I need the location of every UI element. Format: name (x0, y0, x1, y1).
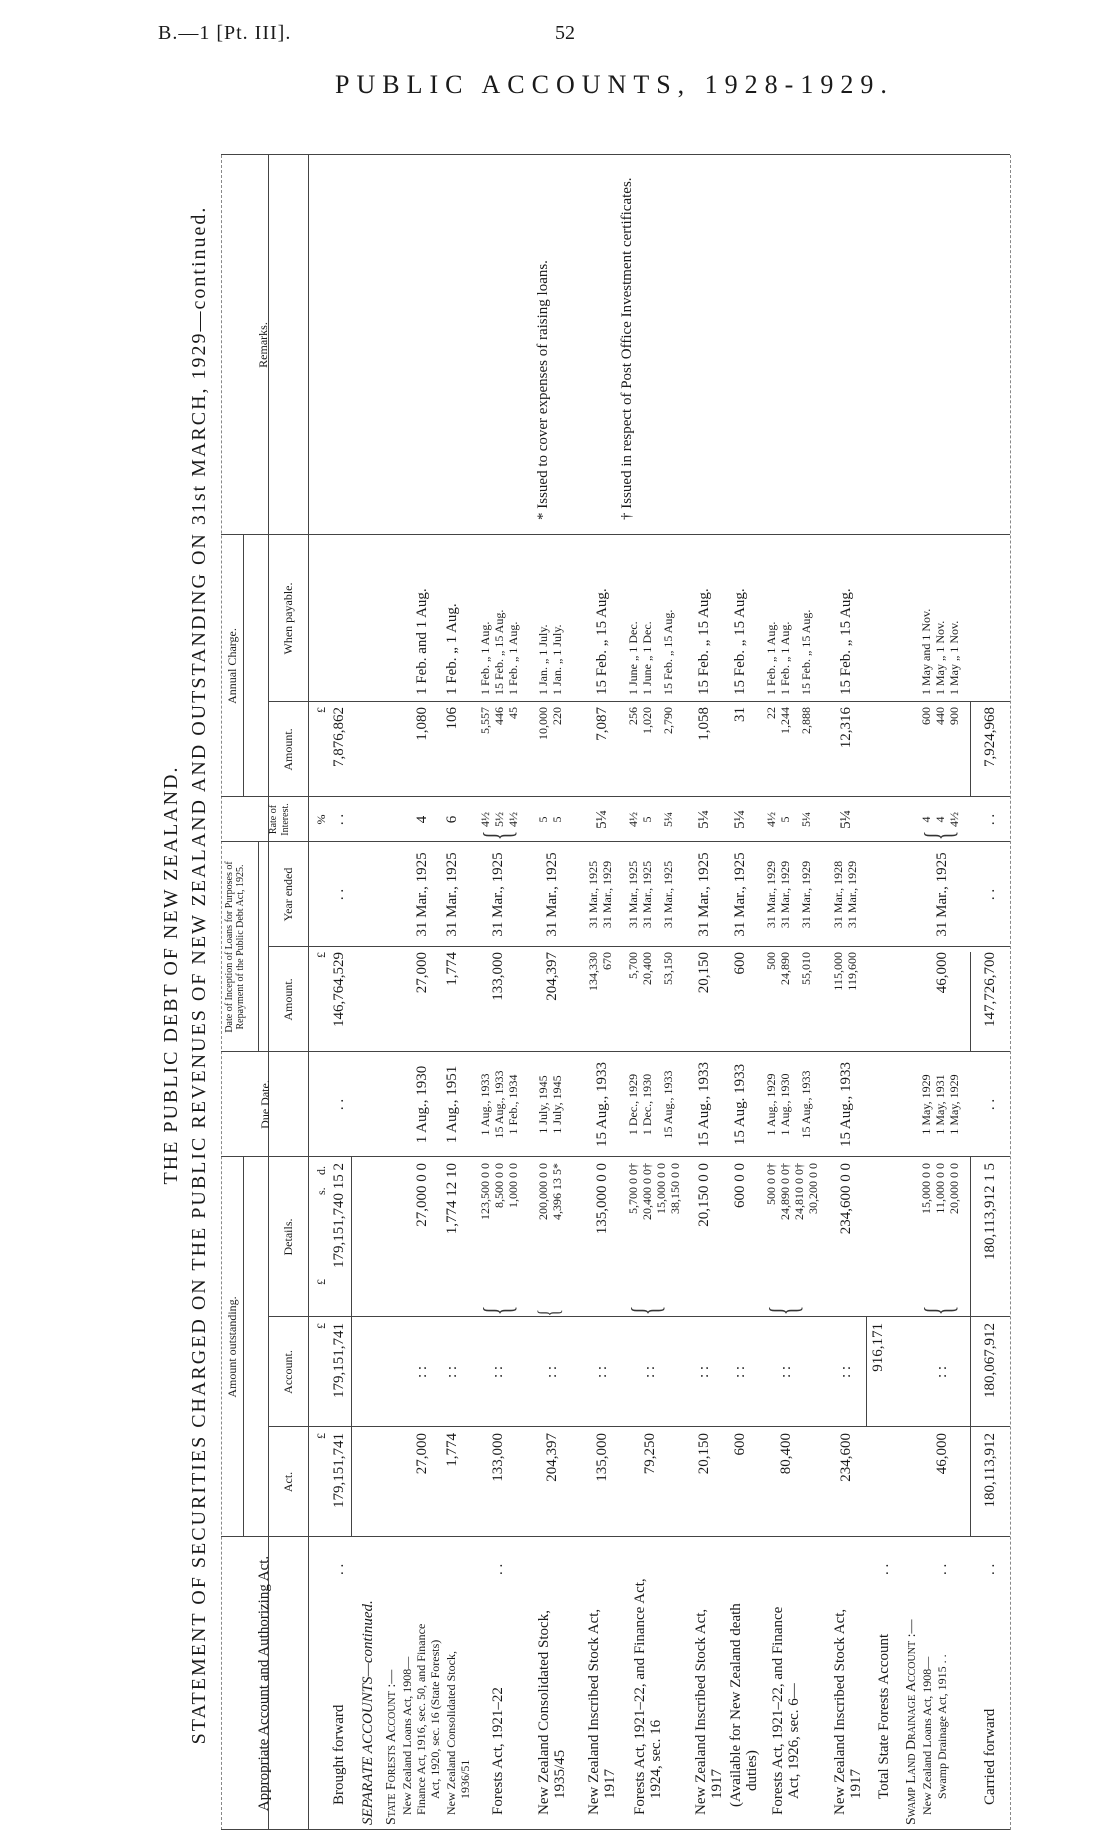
row-label: New Zealand Inscribed Stock Act, (832, 1608, 848, 1815)
page-reference: B.—1 [Pt. III]. (158, 22, 292, 44)
row-label: Forests Act, 1921–22 (490, 1687, 506, 1815)
account-value: 916,171 (870, 1323, 886, 1372)
group-rule-outstanding (243, 1157, 244, 1537)
due-date: 1 May, 1929 (919, 1074, 933, 1135)
due-date: 15 Aug., 1933 (661, 1070, 675, 1139)
annual-amount: 1,080 (414, 707, 430, 741)
col-inception-year: Year ended (281, 867, 295, 922)
inc-year: 31 Mar., 1929 (600, 860, 614, 929)
details-value: 27,000 0 0 (414, 1163, 430, 1227)
when-payable: 1 May and 1 Nov. (919, 608, 933, 695)
act-value: 234,600 (838, 1433, 854, 1482)
inc-amount: 500 (764, 952, 778, 970)
inc-amount: 55,010 (799, 952, 813, 985)
rate: 5 (536, 816, 550, 823)
col-when-payable: When payable. (281, 582, 295, 655)
title-statement: STATEMENT OF SECURITIES CHARGED ON THE PUBLIC REVENUES OF NEW ZEALAND AND OUTSTANDING ON 31st MARCH, 1929—continued. (188, 205, 210, 1745)
annual-amount: 10,000 (536, 707, 550, 740)
row-label: Swamp Drainage Act, 1915 . . (935, 1654, 949, 1799)
annual-amount: 7,087 (594, 707, 610, 741)
inc-amount: 670 (600, 952, 614, 970)
when-payable: 1 May „ 1 Nov. (947, 620, 961, 695)
rate: 5 (550, 816, 564, 823)
rate: . . (331, 813, 347, 826)
brace-mark: { (623, 1305, 668, 1316)
when-payable: 1 June „ 1 Dec. (626, 621, 640, 695)
due-date: 1 May, 1929 (947, 1074, 961, 1135)
inc-amount: 24,890 (778, 952, 792, 985)
carried-rule-ac (970, 702, 971, 797)
details-value: 135,000 0 0 (594, 1163, 610, 1235)
when-payable: 15 Feb. „ 15 Aug. (492, 609, 506, 695)
due-date: 15 Aug., 1933 (696, 1062, 712, 1148)
col-appropriate: Appropriate Account and Authorizing Act. (256, 1555, 272, 1812)
when-payable: 1 Feb. „ 1 Aug. (764, 621, 778, 695)
brace-mark: { (916, 1305, 961, 1316)
col-act: Act. (281, 1471, 295, 1493)
annual-amount: 45 (506, 707, 520, 719)
act-value: 20,150 (696, 1433, 712, 1475)
annual-amount: 7,876,862 (331, 707, 347, 767)
unit-pct: % (314, 814, 328, 825)
running-title: PUBLIC ACCOUNTS, 1928-1929. (335, 70, 894, 99)
annual-amount: 106 (444, 707, 460, 730)
inc-amount: 20,400 (640, 952, 654, 985)
inc-amount: 146,764,529 (331, 952, 347, 1027)
details-value: 24,810 0 0† (792, 1163, 806, 1220)
inc-year: 31 Mar., 1925 (490, 852, 506, 937)
when-payable: 1 Feb. „ 1 Aug. (506, 621, 520, 695)
details-value: 38,150 0 0 (668, 1163, 682, 1214)
inc-year: 31 Mar., 1925 (696, 852, 712, 937)
when-payable: 15 Feb. „ 15 Aug. (732, 588, 748, 695)
row-label: New Zealand Inscribed Stock Act, (693, 1608, 709, 1815)
row-label: Carried forward (982, 1708, 998, 1805)
details-value: 123,500 0 0 (478, 1163, 492, 1220)
row-label: Brought forward (331, 1704, 347, 1805)
unit-pound-inc: £ (314, 952, 328, 958)
details-value: 15,000 0 0 (919, 1163, 933, 1214)
row-label: Forests Act, 1921–22, and Finance Act, (632, 1578, 648, 1815)
inc-amount: 134,330 (586, 952, 600, 991)
rate: 5 (778, 816, 792, 823)
account-value: : : (934, 1365, 950, 1379)
annual-amount: 446 (492, 707, 506, 725)
inc-year: 31 Mar., 1925 (934, 852, 950, 937)
col-annual-charge: Annual Charge. (225, 628, 239, 704)
annual-amount: 12,316 (838, 707, 854, 749)
row-label: Finance Act, 1916, sec. 50, and Finance (414, 1623, 428, 1815)
inc-year: 31 Mar., 1929 (778, 860, 792, 929)
annual-amount: 2,790 (661, 707, 675, 734)
row-label-cont: 1917 (848, 1769, 864, 1799)
col-line-remarks (221, 534, 1010, 535)
details-value: 20,000 0 0 (947, 1163, 961, 1214)
account-value: : : (544, 1365, 560, 1379)
rate: 5¼ (594, 810, 610, 829)
due-date: 1 Dec., 1929 (626, 1073, 640, 1136)
row-label-cont: Act, 1920, sec. 16 (State Forests) (428, 1639, 442, 1799)
subsection-swamp-loans: New Zealand Loans Act, 1908— (920, 1656, 934, 1815)
brace-mark: { (475, 830, 520, 841)
row-label: New Zealand Inscribed Stock Act, (586, 1608, 602, 1815)
due-date: 1 Feb., 1934 (506, 1074, 520, 1135)
col-due-date: Due Date. (258, 1080, 272, 1129)
dots: . . (934, 1563, 950, 1575)
details-value: 4,396 13 5* (550, 1163, 564, 1220)
col-line-payable (268, 701, 1010, 702)
col-details: Details. (281, 1218, 295, 1256)
section-separate-accounts: SEPARATE ACCOUNTS—continued. (360, 1600, 376, 1825)
account-value: : : (838, 1365, 854, 1379)
rate: 5¼ (799, 812, 813, 827)
col-annual-amount: Amount. (281, 728, 295, 771)
act-value: 204,397 (544, 1433, 560, 1482)
col-line-right (221, 154, 1010, 155)
account-value: : : (594, 1365, 610, 1379)
when-payable: 1 Jan. „ 1 July. (550, 624, 564, 695)
unit-s: s. (314, 1187, 328, 1195)
unit-d: d. (314, 1166, 328, 1175)
due-date: 1 May, 1931 (933, 1074, 947, 1135)
details-value: 30,200 0 0 (806, 1163, 820, 1214)
details-value: 179,151,740 15 2 (331, 1163, 347, 1268)
details-value: 600 0 0 (732, 1163, 748, 1208)
annual-amount: 2,888 (799, 707, 813, 734)
inc-amount: 53,150 (661, 952, 675, 985)
header-bottom-rule (308, 155, 309, 1830)
rate: 4 (919, 816, 933, 823)
unit-pound-ac: £ (314, 707, 328, 713)
row-label-cont: 1917 (709, 1769, 725, 1799)
rate: 5¼ (696, 810, 712, 829)
dots: . . (331, 1563, 347, 1575)
col-account: Account. (281, 1350, 295, 1394)
inc-amount: 600 (732, 952, 748, 975)
account-value: 179,151,741 (331, 1323, 347, 1398)
group-rule-inception (258, 842, 259, 1052)
inc-amount: 1,774 (444, 952, 460, 986)
when-payable: 15 Feb. „ 15 Aug. (838, 588, 854, 695)
due-date: 15 Aug., 1933 (838, 1062, 854, 1148)
inc-year: . . (331, 888, 347, 901)
brace-mark: { (475, 1305, 520, 1316)
unit-pound-account: £ (314, 1323, 328, 1329)
due-date: 1 Aug., 1933 (478, 1073, 492, 1136)
act-value: 600 (732, 1433, 748, 1456)
row-label: Forests Act, 1921–22, and Finance (770, 1606, 786, 1815)
due-date: 15 Aug., 1933 (492, 1070, 506, 1139)
carried-rule-inc (970, 952, 971, 1052)
details-value: 5,700 0 0† (626, 1163, 640, 1214)
remark-post-office: † Issued in respect of Post Office Investment certificates. (619, 177, 635, 520)
col-inception: Date of Inception of Loans for Purposes of Repayment of the Public Debt Act, 1925. (224, 861, 246, 1033)
inc-amount: 20,150 (696, 952, 712, 994)
unit-pound-act: £ (314, 1433, 328, 1439)
brace-mark: { (532, 1309, 565, 1317)
row-label-cont: 1917 (602, 1769, 618, 1799)
inc-year: 31 Mar., 1925 (732, 852, 748, 937)
account-value: : : (642, 1365, 658, 1379)
inc-amount: 133,000 (490, 952, 506, 1001)
due-date: 1 Dec., 1930 (640, 1073, 654, 1136)
inc-year: 31 Mar., 1925 (544, 852, 560, 937)
remark-expenses: * Issued to cover expenses of raising loans. (535, 260, 551, 520)
details-value: 234,600 0 0 (838, 1163, 854, 1235)
total-rule (866, 1317, 867, 1427)
inc-amount: 46,000 (934, 952, 950, 994)
act-value: 133,000 (490, 1433, 506, 1482)
annual-amount: 1,058 (696, 707, 712, 741)
account-value: : : (414, 1365, 430, 1379)
rate: 5¼ (838, 810, 854, 829)
due-date: 1 Aug., 1929 (764, 1073, 778, 1136)
details-value: 20,150 0 0 (696, 1163, 712, 1227)
act-value: 179,151,741 (331, 1433, 347, 1508)
col-inception-amount: Amount. (281, 978, 295, 1021)
when-payable: 1 Feb. „ 1 Aug. (444, 603, 460, 695)
act-value: 79,250 (642, 1433, 658, 1475)
table-bottom-rule (1010, 155, 1011, 1830)
details-value: 1,774 12 10 (444, 1163, 460, 1235)
details-value: 20,400 0 0† (640, 1163, 654, 1220)
page-number: 52 (555, 22, 575, 44)
details-value: 15,000 0 0 (654, 1163, 668, 1214)
rate: 4½ (478, 812, 492, 827)
annual-amount: 5,557 (478, 707, 492, 734)
due-date: 1 Aug., 1930 (414, 1065, 430, 1144)
dots: . . (490, 1563, 506, 1575)
col-line-left (221, 1829, 1010, 1830)
row-label-cont: Act, 1926, sec. 6— (786, 1683, 802, 1799)
annual-amount: 22 (764, 707, 778, 719)
details-value: 200,000 0 0 (536, 1163, 550, 1220)
inc-year: . . (982, 888, 998, 901)
col-amount-outstanding: Amount outstanding. (225, 1296, 239, 1398)
inc-year: 31 Mar., 1929 (845, 860, 859, 929)
row-label: New Zealand Consolidated Stock, (444, 1651, 458, 1815)
details-value: 24,890 0 0† (778, 1163, 792, 1220)
when-payable: 15 Feb. „ 15 Aug. (661, 609, 675, 695)
details-value: 11,000 0 0 (933, 1163, 947, 1214)
annual-amount: 900 (947, 707, 961, 725)
inc-year: 31 Mar., 1925 (414, 852, 430, 937)
rate: 4 (414, 815, 430, 824)
act-value: 80,400 (778, 1433, 794, 1475)
when-payable: 1 Jan. „ 1 July. (536, 624, 550, 695)
rate: 6 (444, 815, 460, 824)
annual-amount: 220 (550, 707, 564, 725)
row-label: New Zealand Consolidated Stock, (536, 1610, 552, 1815)
due-date: . . (982, 1098, 998, 1111)
act-value: 27,000 (414, 1433, 430, 1475)
when-payable: 1 June „ 1 Dec. (640, 621, 654, 695)
rotated-table-page (148, 105, 1016, 1845)
subsection-nz-loans-1908: New Zealand Loans Act, 1908— (400, 1656, 414, 1815)
inc-amount: 5,700 (626, 952, 640, 979)
inc-year: 31 Mar., 1925 (640, 860, 654, 929)
dots: . . (982, 1563, 998, 1575)
group-rule-annual (243, 535, 244, 797)
section-state-forests: State Forests Account :— (384, 1669, 399, 1825)
rate: 4½ (506, 812, 520, 827)
col-rate: Rate of Interest. (268, 803, 291, 836)
rate: 4½ (947, 812, 961, 827)
when-payable: 1 Feb. „ 1 Aug. (778, 621, 792, 695)
dots: . . (876, 1563, 892, 1575)
annual-amount: 31 (732, 707, 748, 722)
account-value: : : (490, 1365, 506, 1379)
inc-amount: 27,000 (414, 952, 430, 994)
inc-year: 31 Mar., 1929 (764, 860, 778, 929)
rate: 5¼ (661, 812, 675, 827)
account-value: : : (732, 1365, 748, 1379)
row-label-cont: 1936/51 (458, 1759, 472, 1799)
due-date: 15 Aug. 1933 (732, 1063, 748, 1146)
inc-year: 31 Mar., 1925 (626, 860, 640, 929)
inc-year: 31 Mar., 1925 (444, 852, 460, 937)
due-date: . . (331, 1098, 347, 1111)
account-value: : : (696, 1365, 712, 1379)
col-line-account (268, 1426, 1010, 1427)
inc-year: 31 Mar., 1928 (831, 860, 845, 929)
when-payable: 1 May „ 1 Nov. (933, 620, 947, 695)
brace-mark: { (916, 830, 961, 841)
when-payable: 15 Feb. „ 15 Aug. (799, 609, 813, 695)
col-remarks: Remarks. (256, 322, 270, 368)
when-payable: 15 Feb. „ 15 Aug. (594, 588, 610, 695)
annual-amount: 1,020 (640, 707, 654, 734)
rate: 5½ (492, 812, 506, 827)
rate: 4½ (764, 812, 778, 827)
due-date: 1 July, 1945 (550, 1075, 564, 1134)
row-label: Total State Forests Account (876, 1633, 892, 1799)
section-swamp-land: Swamp Land Drainage Account :— (904, 1619, 919, 1825)
act-value: 135,000 (594, 1433, 610, 1482)
title-public-debt: THE PUBLIC DEBT OF NEW ZEALAND. (160, 765, 182, 1185)
inc-amount: 204,397 (544, 952, 560, 1001)
inc-amount: 119,600 (845, 952, 859, 991)
subtotal-rule (351, 1157, 352, 1537)
rate: 5 (640, 816, 654, 823)
details-value: 1,000 0 0 (506, 1163, 520, 1208)
details-value: 8,500 0 0 (492, 1163, 506, 1208)
due-date: 1 Aug., 1930 (778, 1073, 792, 1136)
details-value: 500 0 0† (764, 1163, 778, 1205)
rate: 5¼ (732, 810, 748, 829)
when-payable: 15 Feb. „ 15 Aug. (696, 588, 712, 695)
account-value: 180,067,912 (982, 1323, 998, 1398)
due-date: 1 Aug., 1951 (444, 1065, 460, 1144)
row-label-cont: duties) (744, 1750, 760, 1791)
row-label-cont: 1935/45 (552, 1749, 568, 1799)
when-payable: 1 Feb. and 1 Aug. (414, 588, 430, 695)
rate: 4 (933, 816, 947, 823)
annual-amount: 1,244 (778, 707, 792, 734)
due-date: 1 July, 1945 (536, 1075, 550, 1134)
carried-rule (970, 1157, 971, 1537)
act-value: 46,000 (934, 1433, 950, 1475)
annual-amount: 256 (626, 707, 640, 725)
when-payable: 1 Feb. „ 1 Aug. (478, 621, 492, 695)
row-label-cont: 1924, sec. 16 (648, 1719, 664, 1799)
due-date: 15 Aug., 1933 (799, 1070, 813, 1139)
details-value: 180,113,912 1 5 (982, 1163, 998, 1260)
brace-mark: { (761, 1305, 806, 1316)
annual-amount: 440 (933, 707, 947, 725)
account-value: : : (778, 1365, 794, 1379)
annual-amount: 600 (919, 707, 933, 725)
account-value: : : (444, 1365, 460, 1379)
inc-year: 31 Mar., 1929 (799, 860, 813, 929)
rate: . . (982, 813, 998, 826)
row-label: (Available for New Zealand death (728, 1603, 744, 1807)
act-value: 1,774 (444, 1433, 460, 1467)
inc-year: 31 Mar., 1925 (661, 860, 675, 929)
inc-amount: 147,726,700 (982, 952, 998, 1027)
rate: 4½ (626, 812, 640, 827)
due-date: 15 Aug., 1933 (594, 1062, 610, 1148)
inc-amount: 115,000 (831, 952, 845, 991)
act-value: 180,113,912 (982, 1433, 998, 1508)
table-top-rule (221, 155, 222, 1830)
annual-amount: 7,924,968 (982, 707, 998, 767)
unit-pound-details: £ (314, 1279, 328, 1285)
inc-year: 31 Mar., 1925 (586, 860, 600, 929)
